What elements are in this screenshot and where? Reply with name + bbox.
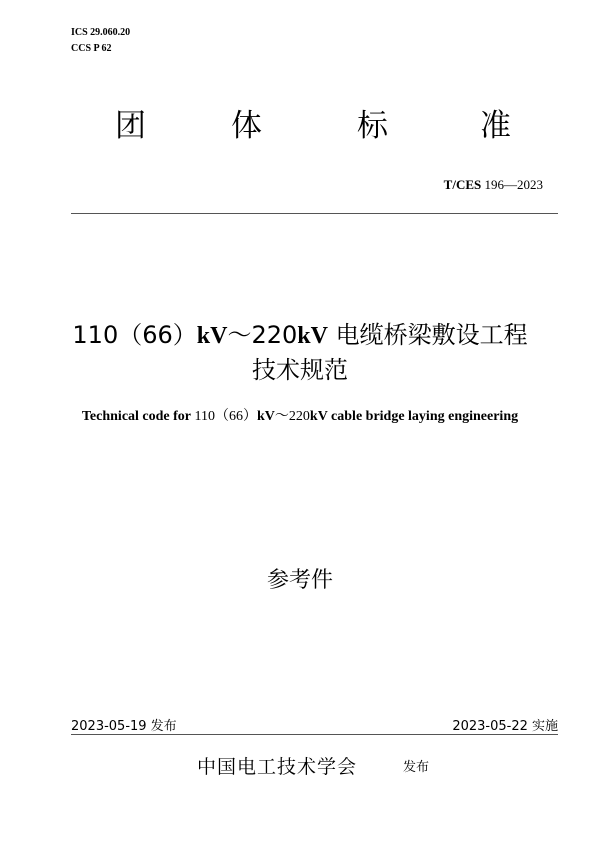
- top-divider: [71, 213, 558, 214]
- title-en-part: kV: [257, 409, 275, 424]
- title-cn-line-1: [0, 320, 600, 351]
- ics-code: ICS 29.060.20: [71, 27, 131, 38]
- standard-number-value: 196—2023: [484, 177, 543, 192]
- title-en-part: kV cable bridge laying engineering: [309, 409, 519, 424]
- implement-date: 2023-05-22 实施: [452, 719, 558, 734]
- category-char-2: 体: [231, 108, 262, 144]
- title-en: [0, 405, 600, 425]
- title-cn-kv: kV: [297, 323, 328, 349]
- standard-number: [444, 177, 543, 193]
- publisher-suffix: 发布: [403, 760, 430, 775]
- ccs-code: CCS P 62: [71, 43, 112, 54]
- bottom-divider: [71, 734, 558, 735]
- title-cn-part: 电缆桥梁敷设工程: [327, 321, 528, 349]
- issue-date: 2023-05-19 发布: [71, 719, 177, 734]
- publisher-name: 中国电工技术学会: [197, 756, 358, 778]
- standard-prefix: T/CES: [443, 177, 482, 192]
- title-en-part: Technical code for: [81, 409, 192, 424]
- title-cn-part: 110（66）: [72, 321, 197, 349]
- category-char-4: 准: [480, 108, 511, 144]
- reference-label: 参考件: [266, 568, 333, 593]
- category-char-3: 标: [357, 108, 388, 144]
- title-en-part: ～220: [274, 409, 310, 424]
- category-char-1: 团: [115, 108, 146, 144]
- title-cn-kv: kV: [196, 323, 228, 349]
- title-cn-part: ～220: [227, 321, 298, 349]
- title-cn-line-2: 技术规范: [252, 356, 348, 384]
- title-en-part: 110（66）: [191, 409, 257, 424]
